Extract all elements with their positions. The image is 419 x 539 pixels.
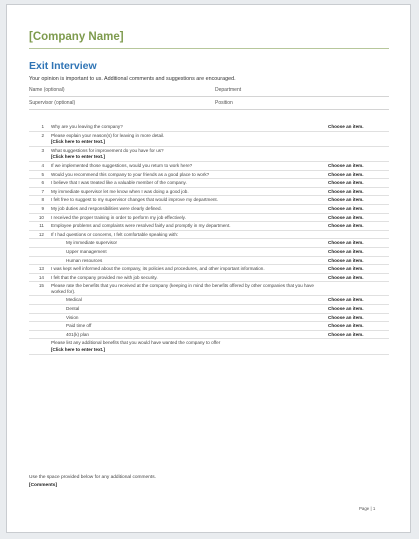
header-rule bbox=[29, 48, 389, 49]
answer-dropdown[interactable]: Choose an item. bbox=[327, 222, 389, 231]
question-row bbox=[29, 339, 389, 354]
question-row bbox=[29, 131, 389, 146]
answer-dropdown[interactable]: Choose an item. bbox=[327, 322, 389, 331]
answer-dropdown[interactable]: Choose an item. bbox=[327, 196, 389, 205]
question-number bbox=[29, 330, 50, 339]
company-name[interactable]: [Company Name] bbox=[29, 31, 124, 43]
supervisor-field-label: Supervisor (optional) bbox=[29, 100, 76, 106]
question-number: 3 bbox=[29, 146, 50, 161]
question-cell bbox=[50, 265, 327, 274]
text-entry-field[interactable]: [Click here to enter text.] bbox=[51, 139, 105, 145]
question-text: If we implemented those suggestions, would you return to work here? bbox=[51, 162, 193, 168]
question-number: 15 bbox=[29, 282, 50, 296]
answer-dropdown[interactable]: Choose an item. bbox=[327, 213, 389, 222]
question-cell bbox=[50, 247, 327, 256]
question-text: If I had questions or concerns, I felt comfortable speaking with: bbox=[51, 231, 179, 237]
question-cell bbox=[50, 330, 327, 339]
question-number: 5 bbox=[29, 170, 50, 179]
name-field-label: Name (optional) bbox=[29, 87, 65, 93]
question-cell bbox=[50, 273, 327, 282]
question-number: 12 bbox=[29, 230, 50, 239]
question-number bbox=[29, 239, 50, 248]
question-row bbox=[29, 204, 389, 213]
question-text: Please explain your reason(s) for leaving in more detail. bbox=[51, 132, 165, 138]
question-cell bbox=[50, 161, 327, 170]
question-text: Medical bbox=[66, 297, 82, 303]
question-cell bbox=[50, 187, 327, 196]
answer-dropdown[interactable]: Choose an item. bbox=[327, 265, 389, 274]
question-number bbox=[29, 305, 50, 314]
answer-dropdown[interactable]: Choose an item. bbox=[327, 123, 389, 131]
question-row bbox=[29, 187, 389, 196]
question-cell bbox=[50, 179, 327, 188]
question-number bbox=[29, 296, 50, 305]
question-row bbox=[29, 196, 389, 205]
question-number: 4 bbox=[29, 161, 50, 170]
question-row bbox=[29, 230, 389, 239]
answer-dropdown[interactable]: Choose an item. bbox=[327, 296, 389, 305]
comments-field[interactable]: [Comments] bbox=[29, 483, 57, 488]
question-number bbox=[29, 339, 50, 354]
question-number: 8 bbox=[29, 196, 50, 205]
question-cell bbox=[50, 230, 327, 239]
department-field-label: Department bbox=[215, 87, 242, 93]
question-text: Vision bbox=[66, 314, 79, 320]
answer-cell bbox=[327, 339, 389, 354]
question-text: Human resources bbox=[66, 257, 103, 263]
question-cell bbox=[50, 204, 327, 213]
question-subitem-row bbox=[29, 330, 389, 339]
question-cell bbox=[50, 322, 327, 331]
question-number bbox=[29, 322, 50, 331]
question-text: I believe that I was treated like a valuable member of the company. bbox=[51, 180, 187, 186]
question-text: I felt that the company provided me with job security. bbox=[51, 274, 158, 280]
question-number: 1 bbox=[29, 123, 50, 131]
question-subitem-row bbox=[29, 256, 389, 265]
question-cell bbox=[50, 222, 327, 231]
answer-cell bbox=[327, 131, 389, 146]
answer-dropdown[interactable]: Choose an item. bbox=[327, 273, 389, 282]
question-text: Employee problems and complaints were resolved fairly and promptly in my department. bbox=[51, 223, 231, 229]
answer-dropdown[interactable]: Choose an item. bbox=[327, 170, 389, 179]
question-number: 9 bbox=[29, 204, 50, 213]
question-row bbox=[29, 170, 389, 179]
question-cell bbox=[50, 296, 327, 305]
question-subitem-row bbox=[29, 239, 389, 248]
question-number: 14 bbox=[29, 273, 50, 282]
question-number bbox=[29, 256, 50, 265]
question-number: 2 bbox=[29, 131, 50, 146]
answer-dropdown[interactable]: Choose an item. bbox=[327, 256, 389, 265]
question-text: My immediate supervisor let me know when I was doing a good job. bbox=[51, 188, 189, 194]
answer-dropdown[interactable]: Choose an item. bbox=[327, 179, 389, 188]
question-row bbox=[29, 273, 389, 282]
question-text: Dental bbox=[66, 306, 80, 312]
answer-dropdown[interactable]: Choose an item. bbox=[327, 187, 389, 196]
question-subitem-row bbox=[29, 247, 389, 256]
question-subitem-row bbox=[29, 322, 389, 331]
question-cell bbox=[50, 213, 327, 222]
text-entry-field[interactable]: [Click here to enter text.] bbox=[51, 154, 105, 160]
question-text: Would you recommend this company to your friends as a good place to work? bbox=[51, 171, 210, 177]
answer-dropdown[interactable]: Choose an item. bbox=[327, 239, 389, 248]
question-cell bbox=[50, 239, 327, 248]
question-number bbox=[29, 247, 50, 256]
page-number: Page | 1 bbox=[359, 506, 376, 511]
question-text: Please rate the benefits that you received at the company (keeping in mind the benefits offered by other companies that you have worked for). bbox=[51, 283, 314, 294]
document-title: Exit Interview bbox=[29, 60, 97, 72]
question-text: I was kept well informed about the company, its policies and procedures, and other important information. bbox=[51, 266, 265, 272]
question-text: Upper management bbox=[66, 248, 107, 254]
question-text: Paid time off bbox=[66, 323, 92, 329]
question-cell bbox=[50, 282, 327, 296]
question-row bbox=[29, 123, 389, 131]
question-text: What suggestions for improvement do you have for us? bbox=[51, 147, 164, 153]
question-cell bbox=[50, 131, 327, 146]
question-cell bbox=[50, 256, 327, 265]
question-cell bbox=[50, 196, 327, 205]
text-entry-field[interactable]: [Click here to enter text.] bbox=[51, 347, 105, 353]
question-row bbox=[29, 161, 389, 170]
document-subtitle: Your opinion is important to us. Additional comments and suggestions are encouraged. bbox=[29, 76, 236, 82]
question-subitem-row bbox=[29, 305, 389, 314]
question-text: I felt free to suggest to my supervisor changes that would improve my department. bbox=[51, 197, 218, 203]
question-number: 10 bbox=[29, 213, 50, 222]
question-number: 7 bbox=[29, 187, 50, 196]
answer-dropdown[interactable]: Choose an item. bbox=[327, 247, 389, 256]
question-row bbox=[29, 282, 389, 296]
comments-prompt: Use the space provided below for any additional comments. bbox=[29, 475, 156, 480]
question-row bbox=[29, 222, 389, 231]
question-number: 6 bbox=[29, 179, 50, 188]
question-row bbox=[29, 265, 389, 274]
question-subitem-row bbox=[29, 313, 389, 322]
position-field-label: Position bbox=[215, 100, 233, 106]
question-number bbox=[29, 313, 50, 322]
questions-table bbox=[29, 123, 389, 355]
answer-dropdown[interactable]: Choose an item. bbox=[327, 161, 389, 170]
answer-dropdown[interactable]: Choose an item. bbox=[327, 330, 389, 339]
supervisor-position-row[interactable] bbox=[29, 98, 389, 110]
answer-cell bbox=[327, 282, 389, 296]
question-cell bbox=[50, 313, 327, 322]
question-text: My job duties and responsibilities were clearly defined. bbox=[51, 205, 162, 211]
answer-dropdown[interactable]: Choose an item. bbox=[327, 313, 389, 322]
question-subitem-row bbox=[29, 296, 389, 305]
question-cell bbox=[50, 146, 327, 161]
name-department-row[interactable] bbox=[29, 85, 389, 97]
question-row bbox=[29, 213, 389, 222]
document-page bbox=[6, 4, 411, 533]
question-text: I received the proper training in order to perform my job effectively. bbox=[51, 214, 186, 220]
question-number: 11 bbox=[29, 222, 50, 231]
question-number: 13 bbox=[29, 265, 50, 274]
question-text: Please list any additional benefits that you would have wanted the company to offer bbox=[51, 340, 221, 346]
answer-dropdown[interactable]: Choose an item. bbox=[327, 305, 389, 314]
question-text: Why are you leaving the company? bbox=[51, 124, 123, 129]
question-text: 401(k) plan bbox=[66, 331, 89, 337]
answer-cell bbox=[327, 230, 389, 239]
question-cell bbox=[50, 305, 327, 314]
answer-dropdown[interactable]: Choose an item. bbox=[327, 204, 389, 213]
question-cell bbox=[50, 123, 327, 131]
question-row bbox=[29, 179, 389, 188]
question-row bbox=[29, 146, 389, 161]
question-text: My immediate supervisor bbox=[66, 240, 118, 246]
question-cell bbox=[50, 339, 327, 354]
answer-cell bbox=[327, 146, 389, 161]
question-cell bbox=[50, 170, 327, 179]
